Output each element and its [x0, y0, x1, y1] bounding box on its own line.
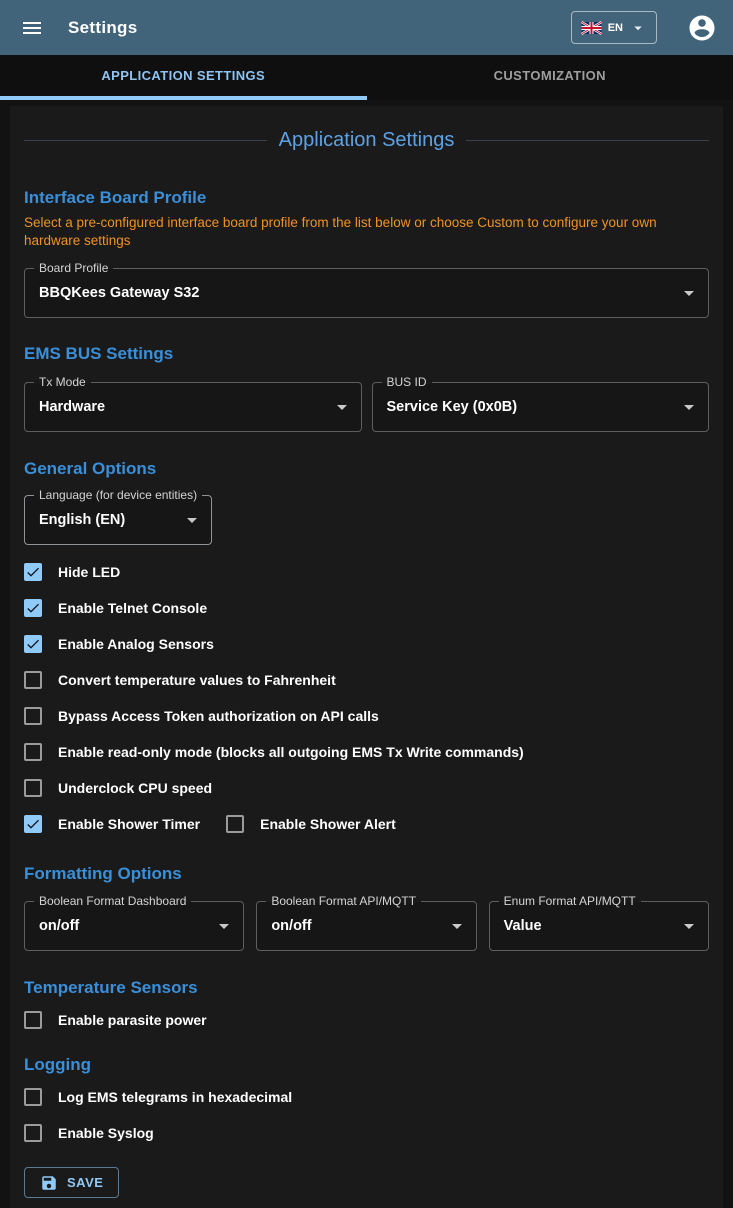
checkbox-label: Convert temperature values to Fahrenheit: [58, 672, 336, 688]
settings-panel: [10, 106, 723, 1208]
checkbox-enable-telnet[interactable]: [24, 599, 207, 617]
checkbox[interactable]: [24, 779, 42, 797]
checkbox-parasite-power[interactable]: [24, 1011, 207, 1029]
checkbox-row: [24, 554, 709, 590]
chevron-down-icon: [677, 914, 701, 938]
checkbox-label: Enable Telnet Console: [58, 600, 207, 616]
select-value: on/off: [271, 918, 311, 934]
chevron-down-icon: [677, 281, 701, 305]
section-title-logging: Logging: [24, 1055, 709, 1075]
tx-mode-select[interactable]: [24, 382, 362, 432]
section-title-ems-bus: EMS BUS Settings: [24, 344, 709, 364]
section-divider: [24, 106, 709, 152]
select-value: Service Key (0x0B): [387, 399, 518, 415]
checkbox-row: [24, 1115, 709, 1151]
select-label: Boolean Format API/MQTT: [266, 893, 421, 910]
checkbox-hide-led[interactable]: [24, 563, 120, 581]
boolean-format-dashboard-select[interactable]: [24, 901, 244, 951]
divider-line: [466, 140, 709, 141]
menu-icon: [20, 16, 44, 40]
temperature-checkbox-list: [24, 1002, 709, 1038]
checkbox-label: Hide LED: [58, 564, 120, 580]
select-value: on/off: [39, 918, 79, 934]
tab-application-settings[interactable]: APPLICATION SETTINGS: [0, 55, 367, 100]
checkbox-bypass-token[interactable]: [24, 707, 379, 725]
chevron-down-icon: [445, 914, 469, 938]
app-bar: [0, 0, 733, 55]
select-label: Enum Format API/MQTT: [499, 893, 641, 910]
general-checkbox-list: [24, 554, 709, 842]
checkbox[interactable]: [24, 707, 42, 725]
save-button[interactable]: [24, 1167, 119, 1198]
checkbox[interactable]: [24, 1088, 42, 1106]
language-entities-select[interactable]: [24, 495, 212, 545]
select-label: Tx Mode: [34, 374, 91, 391]
checkbox-row: [24, 1002, 709, 1038]
checkbox[interactable]: [24, 1124, 42, 1142]
checkbox-label: Enable Syslog: [58, 1125, 154, 1141]
section-title-interface-board: Interface Board Profile: [24, 188, 709, 208]
section-title-temperature: Temperature Sensors: [24, 978, 709, 998]
checkbox-label: Enable Shower Alert: [260, 816, 396, 832]
chevron-down-icon: [212, 914, 236, 938]
select-value: Hardware: [39, 399, 105, 415]
save-icon: [40, 1174, 58, 1192]
chevron-down-icon: [330, 395, 354, 419]
checkbox-row: [24, 626, 709, 662]
checkbox-readonly-mode[interactable]: [24, 743, 524, 761]
select-label: Boolean Format Dashboard: [34, 893, 191, 910]
chevron-down-icon: [677, 395, 701, 419]
checkbox-row: [24, 662, 709, 698]
section-title-general: General Options: [24, 459, 709, 479]
language-code: EN: [608, 22, 623, 34]
divider-line: [24, 140, 267, 141]
account-button[interactable]: [687, 13, 717, 43]
checkbox-log-hex[interactable]: [24, 1088, 292, 1106]
checkbox[interactable]: [226, 815, 244, 833]
tab-bar: [0, 55, 733, 100]
chevron-down-icon: [180, 508, 204, 532]
select-value: English (EN): [39, 512, 125, 528]
page-title: Settings: [68, 18, 551, 38]
tab-customization[interactable]: CUSTOMIZATION: [367, 55, 733, 100]
checkbox-label: Log EMS telegrams in hexadecimal: [58, 1089, 292, 1105]
account-circle-icon: [687, 13, 717, 43]
save-button-label: SAVE: [67, 1175, 103, 1190]
checkbox-row-shower: [24, 806, 709, 842]
checkbox[interactable]: [24, 743, 42, 761]
checkbox[interactable]: [24, 815, 42, 833]
checkbox-label: Underclock CPU speed: [58, 780, 212, 796]
checkbox-shower-alert[interactable]: [226, 815, 396, 833]
logging-checkbox-list: [24, 1079, 709, 1151]
bus-id-select[interactable]: [372, 382, 710, 432]
formatting-row: [24, 901, 709, 951]
checkbox-row: [24, 770, 709, 806]
check-icon: [25, 564, 41, 580]
check-icon: [25, 636, 41, 652]
menu-button[interactable]: [16, 12, 48, 44]
uk-flag-icon: [581, 22, 602, 34]
select-value: BBQKees Gateway S32: [39, 285, 199, 301]
checkbox-label: Enable Analog Sensors: [58, 636, 214, 652]
section-title-formatting: Formatting Options: [24, 864, 709, 884]
checkbox[interactable]: [24, 599, 42, 617]
interface-board-description: Select a pre-configured interface board profile from the list below or choose Custom to configure your own hardware settings: [24, 214, 709, 250]
ems-bus-row: [24, 382, 709, 432]
select-label: Language (for device entities): [34, 487, 202, 504]
language-selector[interactable]: [571, 11, 657, 44]
board-profile-select[interactable]: [24, 268, 709, 318]
checkbox-row: [24, 590, 709, 626]
checkbox-enable-analog[interactable]: [24, 635, 214, 653]
panel-title: Application Settings: [279, 128, 455, 152]
checkbox-row: [24, 698, 709, 734]
enum-format-api-select[interactable]: [489, 901, 709, 951]
checkbox-fahrenheit[interactable]: [24, 671, 336, 689]
boolean-format-api-select[interactable]: [256, 901, 476, 951]
checkbox-label: Bypass Access Token authorization on API calls: [58, 708, 379, 724]
checkbox-shower-timer[interactable]: [24, 815, 200, 833]
select-value: Value: [504, 918, 542, 934]
check-icon: [25, 816, 41, 832]
checkbox[interactable]: [24, 1011, 42, 1029]
select-label: BUS ID: [382, 374, 432, 391]
checkbox[interactable]: [24, 671, 42, 689]
checkbox-enable-syslog[interactable]: [24, 1124, 154, 1142]
checkbox-label: Enable Shower Timer: [58, 816, 200, 832]
checkbox-row: [24, 1079, 709, 1115]
checkbox-label: Enable read-only mode (blocks all outgoing EMS Tx Write commands): [58, 744, 524, 760]
checkbox-label: Enable parasite power: [58, 1012, 207, 1028]
checkbox-row: [24, 734, 709, 770]
checkbox[interactable]: [24, 563, 42, 581]
select-label: Board Profile: [34, 260, 113, 277]
checkbox-underclock-cpu[interactable]: [24, 779, 212, 797]
checkbox[interactable]: [24, 635, 42, 653]
chevron-down-icon: [629, 19, 647, 37]
check-icon: [25, 600, 41, 616]
